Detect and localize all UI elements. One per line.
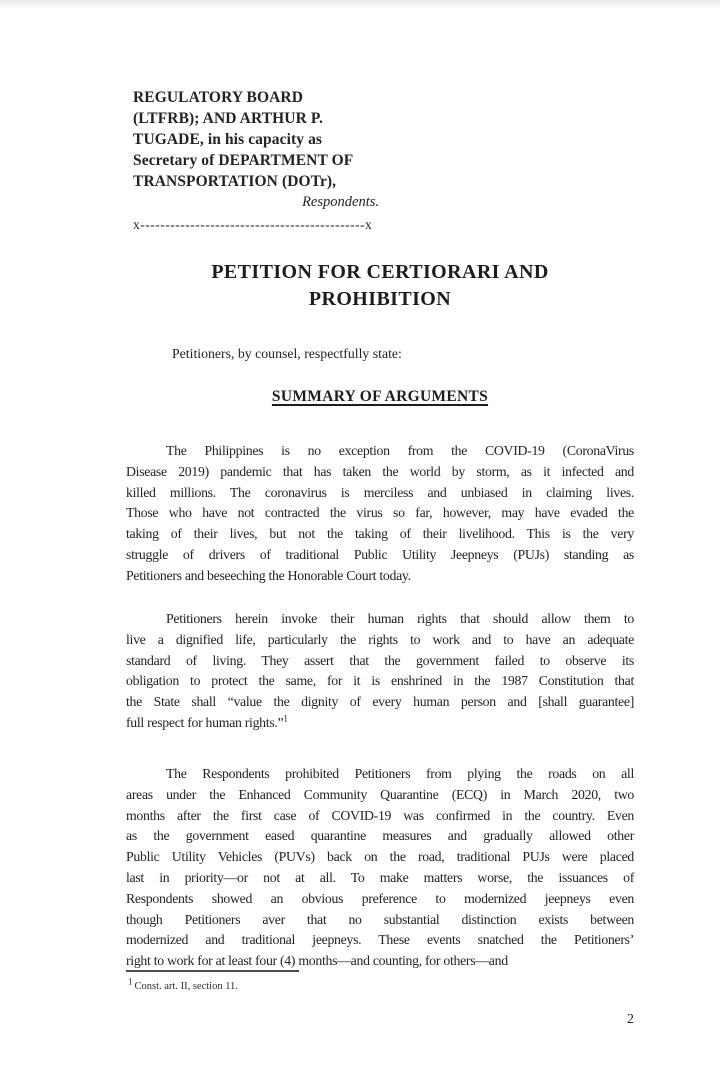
paragraph-line: the State shall “value the dignity of every human person and [shall guarantee] [126, 694, 634, 710]
footnote-text: Const. art. II, section 11. [134, 981, 238, 992]
caption-line: REGULATORY BOARD [133, 89, 303, 106]
caption-line: TRANSPORTATION (DOTr), [133, 173, 337, 190]
document-title-line1: PETITION FOR CERTIORARI AND [211, 261, 549, 283]
paragraph-line: modernized and traditional jeepneys. These events snatched the Petitioners’ [126, 932, 634, 948]
case-separator-line: x---------------------------------------------x [133, 217, 373, 232]
paragraph-line: right to work for at least four (4) months—and counting, for others—and [126, 953, 508, 969]
footnote [128, 976, 238, 992]
footnote-marker: 1 [128, 976, 133, 987]
paragraph-line: struggle of drivers of traditional Public Utility Jeepneys (PUJs) standing as [126, 546, 634, 562]
paragraph-line: months after the first case of COVID-19 was confirmed in the country. Even [126, 807, 634, 823]
page-number: 2 [627, 1012, 634, 1027]
footnote-ref: 1 [283, 713, 288, 724]
paragraph-line: killed millions. The coronavirus is merciless and unbiased in claiming lives. [126, 484, 634, 500]
paragraph-line: though Petitioners aver that no substantial distinction exists between [126, 911, 634, 927]
footnote-separator [126, 970, 299, 972]
body-paragraph-3 [126, 764, 634, 972]
paragraph-line: The Philippines is no exception from the COVID-19 (CoronaVirus [166, 443, 634, 458]
page-top-shadow [0, 0, 720, 10]
paragraph-line: Petitioners herein invoke their human rights that should allow them to [166, 611, 634, 626]
paragraph-line: areas under the Enhanced Community Quarantine (ECQ) in March 2020, two [126, 786, 634, 802]
paragraph-line: live a dignified life, particularly the rights to work and to have an adequate [126, 631, 634, 647]
paragraph-line: Those who have not contracted the virus so far, however, may have evaded the [126, 505, 634, 521]
section-heading [126, 388, 634, 406]
paragraph-line: as the government eased quarantine measures and gradually allowed other [126, 828, 634, 844]
paragraph-line: taking of their lives, but not the taking of their livelihood. This is the very [126, 526, 634, 542]
document-title-line2: PROHIBITION [308, 288, 452, 310]
paragraph-line: Disease 2019) pandemic that has taken the world by storm, as it infected and [126, 463, 634, 479]
body-paragraph-2 [126, 609, 634, 734]
body-paragraph-1 [126, 441, 634, 587]
paragraph-line: standard of living. They assert that the government failed to observe its [126, 652, 634, 668]
caption-line: Secretary of DEPARTMENT OF [133, 152, 354, 169]
case-caption [133, 87, 381, 233]
paragraph-line: Respondents showed an obvious preference to modernized jeepneys even [126, 890, 634, 906]
caption-line: (LTFRB); AND ARTHUR P. [133, 110, 323, 127]
paragraph-line: Petitioners and beseeching the Honorable Court today. [126, 567, 411, 583]
paragraph-line: Public Utility Vehicles (PUVs) back on the road, traditional PUJs were placed [126, 849, 634, 865]
caption-line: TUGADE, in his capacity as [133, 131, 323, 148]
opening-statement: Petitioners, by counsel, respectfully state: [172, 346, 402, 361]
paragraph-line: full respect for human rights.”$^1$ [126, 713, 288, 730]
document-title [126, 259, 634, 313]
paragraph-line: The Respondents prohibited Petitioners from plying the roads on all [166, 766, 634, 781]
caption-party-lines [133, 87, 381, 192]
paragraph-line: last in priority—or not at all. To make matters worse, the issuances of [126, 869, 634, 885]
respondents-label: Respondents. [302, 194, 379, 210]
paragraph-line: obligation to protect the same, for it is enshrined in the 1987 Constitution that [126, 673, 634, 689]
section-heading-text: SUMMARY OF ARGUMENTS [271, 388, 489, 405]
